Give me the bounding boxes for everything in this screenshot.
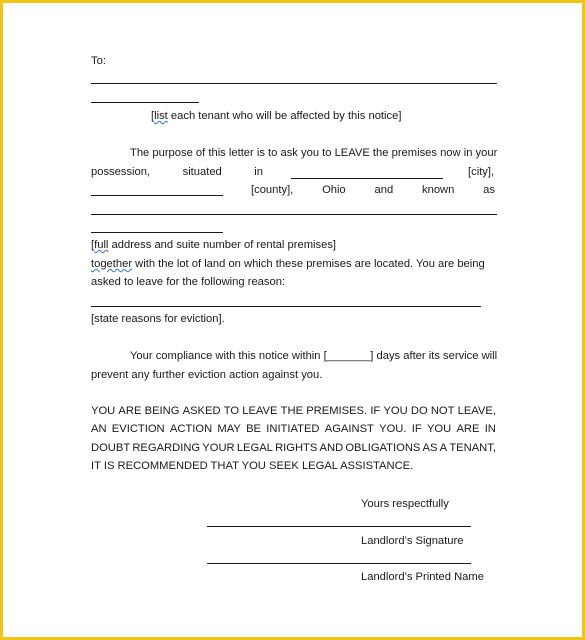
compliance-line-2: prevent any further eviction action against you. [91, 369, 323, 381]
together-line: together with the lot of land on which these premises are located. You are being [91, 258, 485, 270]
warning-line-4: IT IS RECOMMENDED THAT YOU SEEK LEGAL ASSISTANCE. [91, 460, 414, 472]
reason-blank-line [91, 306, 481, 307]
compliance-line-1: Your compliance with this notice within [_______] days after its service will [130, 350, 498, 362]
city-hint: [city], [468, 166, 495, 178]
warning-line-1: YOU ARE BEING ASKED TO LEAVE THE PREMISES. IF YOU DO NOT LEAVE, [91, 405, 496, 417]
letter-page [3, 3, 582, 637]
printed-name-label: Landlord’s Printed Name [361, 571, 484, 583]
county-line: [county], Ohio and known as [251, 184, 495, 196]
printed-name-line [207, 563, 471, 564]
possession-line: possession, situated in [91, 166, 263, 178]
tenant-hint: [list each tenant who will be affected by this notice] [151, 110, 402, 122]
reasons-hint: [state reasons for eviction]. [91, 313, 225, 325]
closing: Yours respectfully [361, 498, 449, 510]
pre-county-blank-line [91, 195, 223, 196]
situated-blank-line [291, 178, 443, 179]
reason-intro: asked to leave for the following reason: [91, 276, 286, 288]
address-line-2 [91, 232, 223, 233]
warning-line-2: AN EVICTION ACTION MAY BE INITIATED AGAINST YOU. IF YOU ARE IN [91, 423, 496, 435]
to-label: To: [91, 55, 106, 67]
address-line-1 [91, 214, 497, 215]
recipient-line-1 [91, 83, 497, 84]
address-hint: [full address and suite number of rental premises] [91, 239, 337, 251]
purpose-line: The purpose of this letter is to ask you to LEAVE the premises now in your [130, 147, 498, 159]
signature-label: Landlord’s Signature [361, 535, 464, 547]
signature-line [207, 526, 471, 527]
warning-line-3: DOUBT REGARDING YOUR LEGAL RIGHTS AND OBLIGATIONS AS A TENANT, [91, 442, 496, 454]
recipient-line-2 [91, 102, 199, 103]
